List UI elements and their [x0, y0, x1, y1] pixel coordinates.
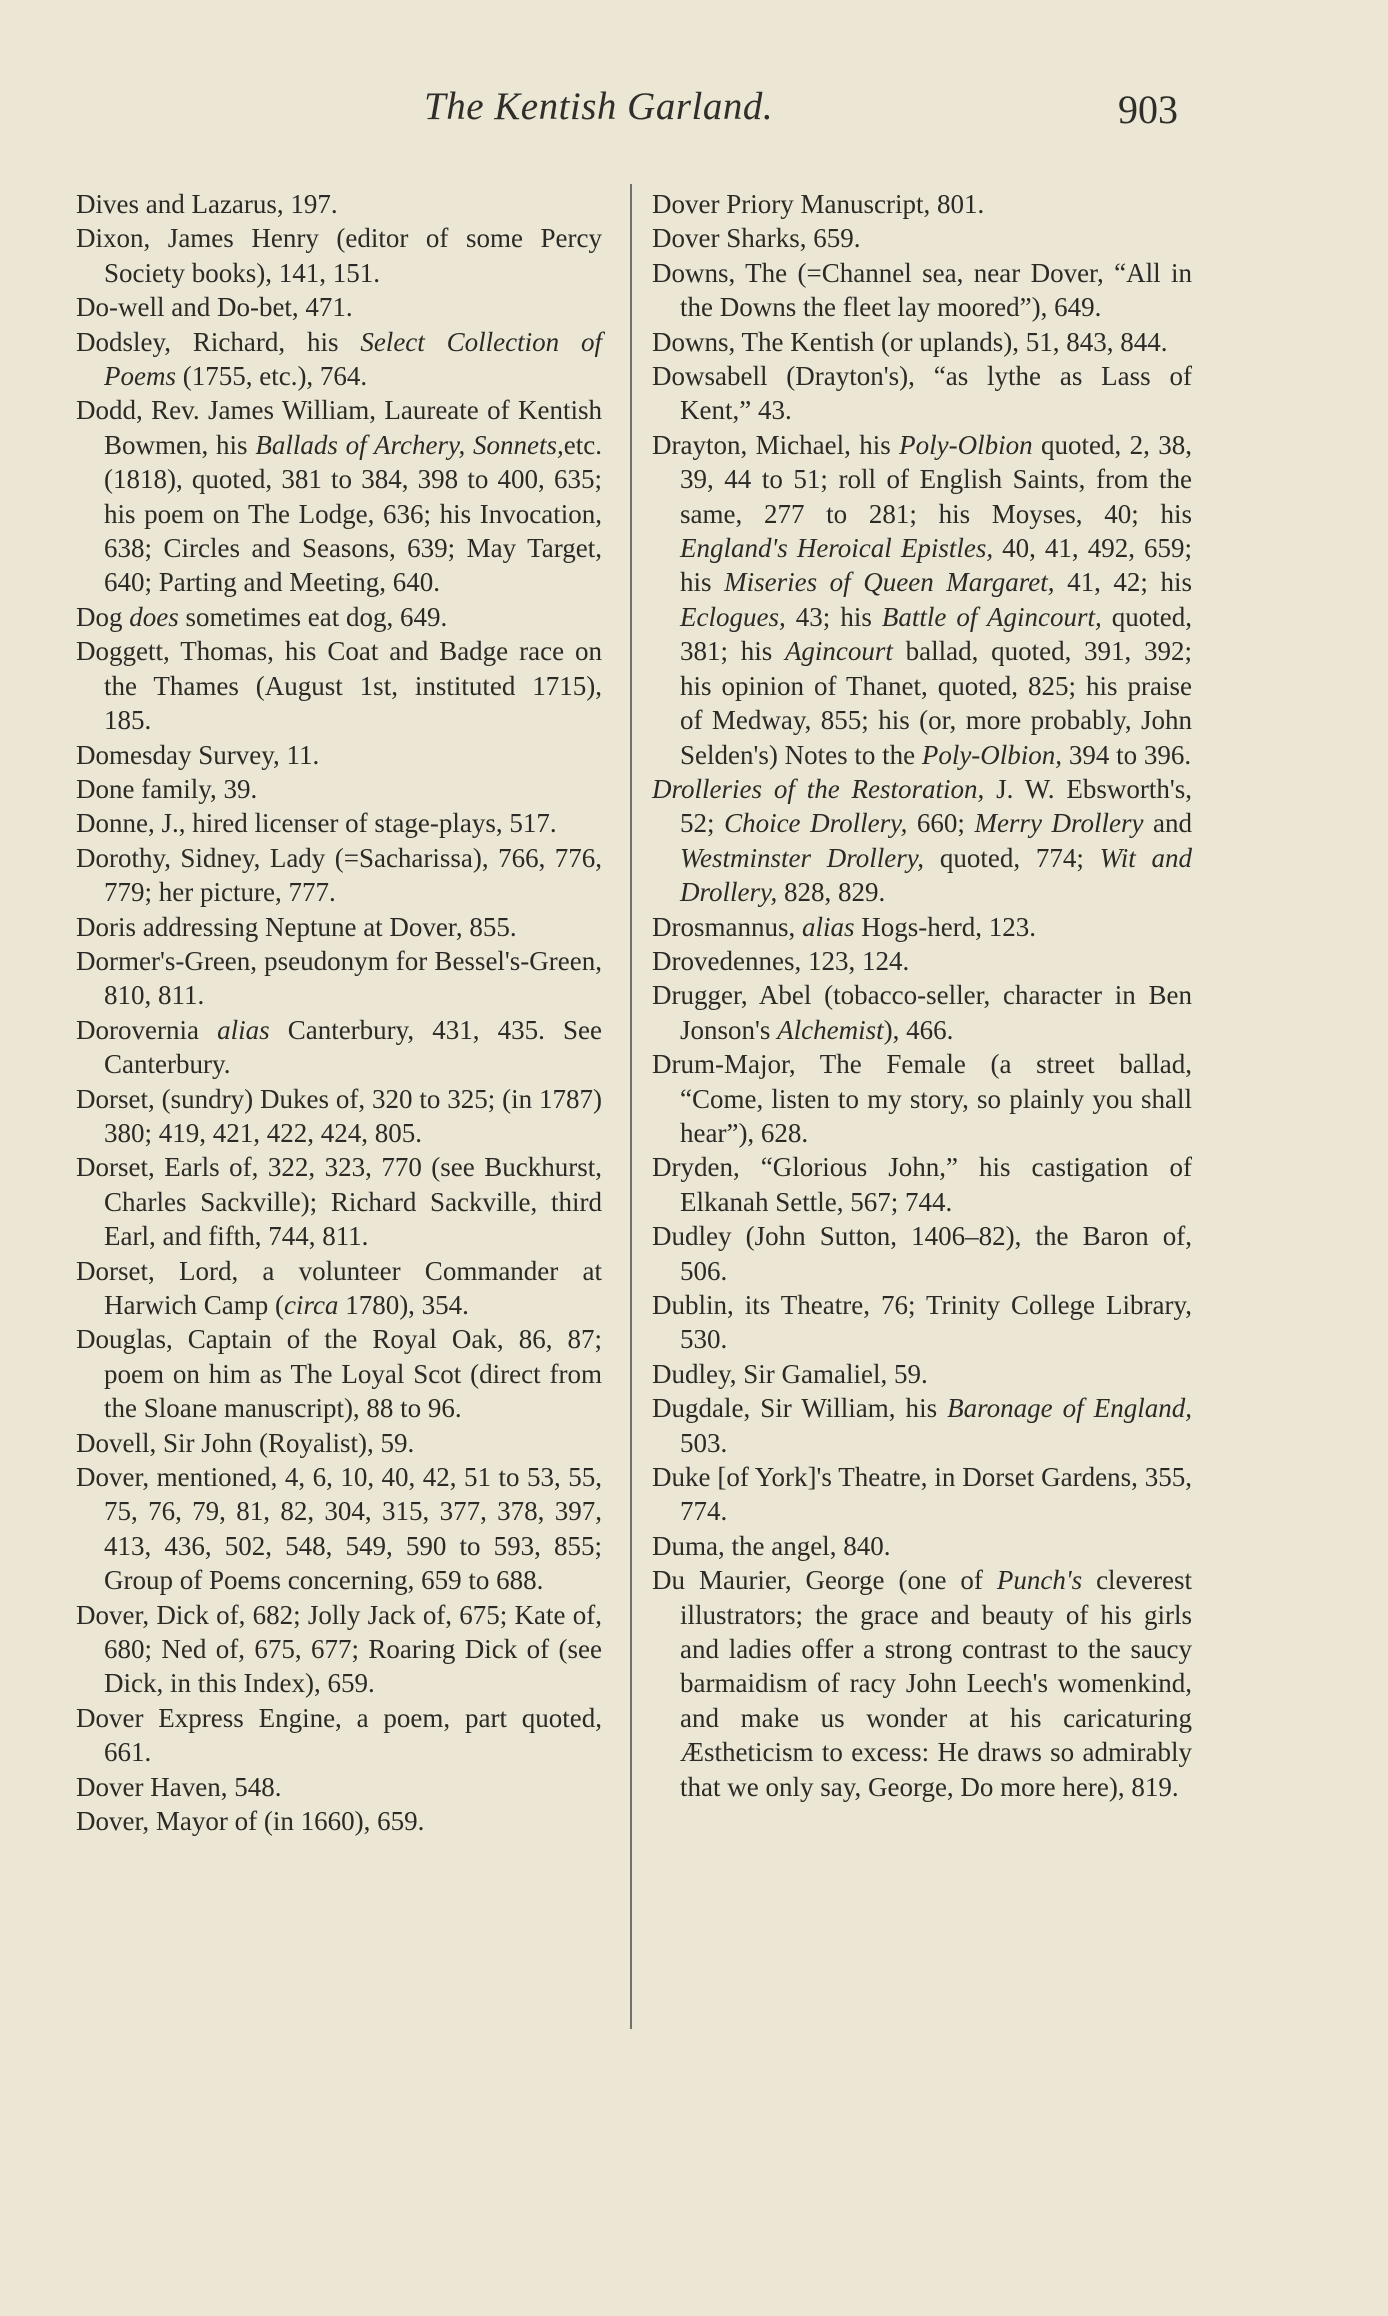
index-entry: Dover, mentioned, 4, 6, 10, 40, 42, 51 to 53, 55, 75, 76, 79, 81, 82, 304, 315, 377, 378, 397, 413, 436, 502, 548, 549, 590 to 593, 855; Group of Poems concerning, 659 to 688. — [76, 1462, 602, 1596]
index-entry: Dorovernia alias Canterbury, 431, 435. See Canterbury. — [76, 1014, 602, 1080]
page-number: 903 — [1118, 87, 1178, 132]
index-entry: Dodsley, Richard, his Select Collection of Poems (1755, etc.), 764. — [76, 326, 602, 392]
index-entry: Dryden, “Glorious John,” his castigation of Elkanah Settle, 567; 744. — [652, 1152, 1192, 1217]
index-entry: Drolleries of the Restoration, J. W. Ebsworth's, 52; Choice Drollery, 660; Merry Drollery and Westminster Drollery, quoted, 774; Wit and Drollery, 828, 829. — [652, 773, 1192, 908]
index-entry: Donne, J., hired licenser of stage-plays, 517. — [76, 808, 557, 839]
index-entry: Douglas, Captain of the Royal Oak, 86, 87; poem on him as The Loyal Scot (direct from the Sloane manuscript), 88 to 96. — [76, 1324, 602, 1424]
index-entry: Domesday Survey, 11. — [76, 739, 320, 770]
running-title: The Kentish Garland. — [424, 85, 774, 128]
index-entry: Dowsabell (Drayton's), “as lythe as Lass of Kent,” 43. — [652, 361, 1192, 426]
index-entry: Dixon, James Henry (editor of some Percy Society books), 141, 151. — [76, 223, 602, 288]
index-entry: Dover Haven, 548. — [76, 1771, 282, 1802]
column-divider — [630, 184, 632, 2029]
index-entry: Dudley (John Sutton, 1406–82), the Baron of, 506. — [652, 1221, 1192, 1286]
index-entry: Dover, Dick of, 682; Jolly Jack of, 675; Kate of, 680; Ned of, 675, 677; Roaring Dick of (see Dick, in this Index), 659. — [76, 1599, 602, 1699]
index-entry: Drovedennes, 123, 124. — [652, 945, 910, 976]
index-entry: Dodd, Rev. James William, Laureate of Kentish Bowmen, his Ballads of Archery, Sonnets,etc. (1818), quoted, 381 to 384, 398 to 400, 635; his poem on The Lodge, 636; his Invocation, 638; Circles and Seasons, 639; May Target, 640; Parting and Meeting, 640. — [76, 395, 602, 598]
index-entry: Done family, 39. — [76, 773, 258, 804]
index-entry: Duma, the angel, 840. — [652, 1530, 891, 1561]
index-entry: Downs, The (=Channel sea, near Dover, “All in the Downs the fleet lay moored”), 649. — [652, 257, 1192, 323]
index-entry: Doris addressing Neptune at Dover, 855. — [76, 911, 517, 942]
index-entry: Doggett, Thomas, his Coat and Badge race on the Thames (August 1st, instituted 1715), 185. — [76, 636, 602, 736]
index-entry: Dorset, Lord, a volunteer Commander at Harwich Camp (circa 1780), 354. — [76, 1255, 602, 1320]
index-entry: Dublin, its Theatre, 76; Trinity College Library, 530. — [652, 1290, 1192, 1355]
index-entry: Dives and Lazarus, 197. — [76, 189, 338, 219]
index-entry: Downs, The Kentish (or uplands), 51, 843, 844. — [652, 326, 1168, 357]
index-entry: Duke [of York]'s Theatre, in Dorset Gardens, 355, 774. — [652, 1462, 1192, 1527]
index-entry: Du Maurier, George (one of Punch's cleverest illustrators; the grace and beauty of his girls and ladies offer a strong contrast to the saucy barmaidism of racy John Leech's womenkind, and make us wonder at his caricaturing Æstheticism to excess: He draws so admirably that we only say, George, Do more here), 819. — [652, 1565, 1193, 1802]
index-entry: Dog does sometimes eat dog, 649. — [76, 601, 448, 632]
index-entry: Dover Express Engine, a poem, part quoted, 661. — [76, 1702, 602, 1768]
index-entry: Dover, Mayor of (in 1660), 659. — [76, 1806, 425, 1837]
index-entry: Dugdale, Sir William, his Baronage of England, 503. — [652, 1393, 1192, 1458]
index-entry: Drum-Major, The Female (a street ballad, “Come, listen to my story, so plainly you shall hear”), 628. — [652, 1049, 1192, 1148]
index-entry: Drosmannus, alias Hogs-herd, 123. — [652, 911, 1036, 942]
index-entry: Drayton, Michael, his Poly-Olbion quoted, 2, 38, 39, 44 to 51; roll of English Saints, from the same, 277 to 281; his Moyses, 40; his England's Heroical Epistles, 40, 41, 492, 659; his Miseries of Queen Margaret, 41, 42; his Eclogues, 43; his Battle of Agincourt, quoted, 381; his Agincourt ballad, quoted, 391, 392; his opinion of Thanet, quoted, 825; his praise of Medway, 855; his (or, more probably, John Selden's) Notes to the Poly-Olbion, 394 to 396. — [652, 429, 1192, 770]
index-entry: Dovell, Sir John (Royalist), 59. — [76, 1427, 415, 1458]
index-column-left — [76, 187, 602, 1839]
index-entry: Dover Priory Manuscript, 801. — [652, 189, 985, 219]
index-entry: Dorset, Earls of, 322, 323, 770 (see Buckhurst, Charles Sackville); Richard Sackville, third Earl, and fifth, 744, 811. — [76, 1152, 602, 1252]
index-entry: Dover Sharks, 659. — [652, 223, 861, 254]
index-entry: Drugger, Abel (tobacco-seller, character in Ben Jonson's Alchemist), 466. — [652, 980, 1192, 1045]
index-entry: Dorset, (sundry) Dukes of, 320 to 325; (in 1787) 380; 419, 421, 422, 424, 805. — [76, 1083, 602, 1148]
index-entry: Do-well and Do-bet, 471. — [76, 292, 353, 323]
index-entry: Dudley, Sir Gamaliel, 59. — [652, 1358, 928, 1389]
page-header — [0, 84, 1388, 144]
index-entry: Dorothy, Sidney, Lady (=Sacharissa), 766, 776, 779; her picture, 777. — [76, 842, 602, 908]
index-entry: Dormer's-Green, pseudonym for Bessel's-Green, 810, 811. — [76, 945, 602, 1011]
index-column-right — [652, 187, 1192, 1804]
